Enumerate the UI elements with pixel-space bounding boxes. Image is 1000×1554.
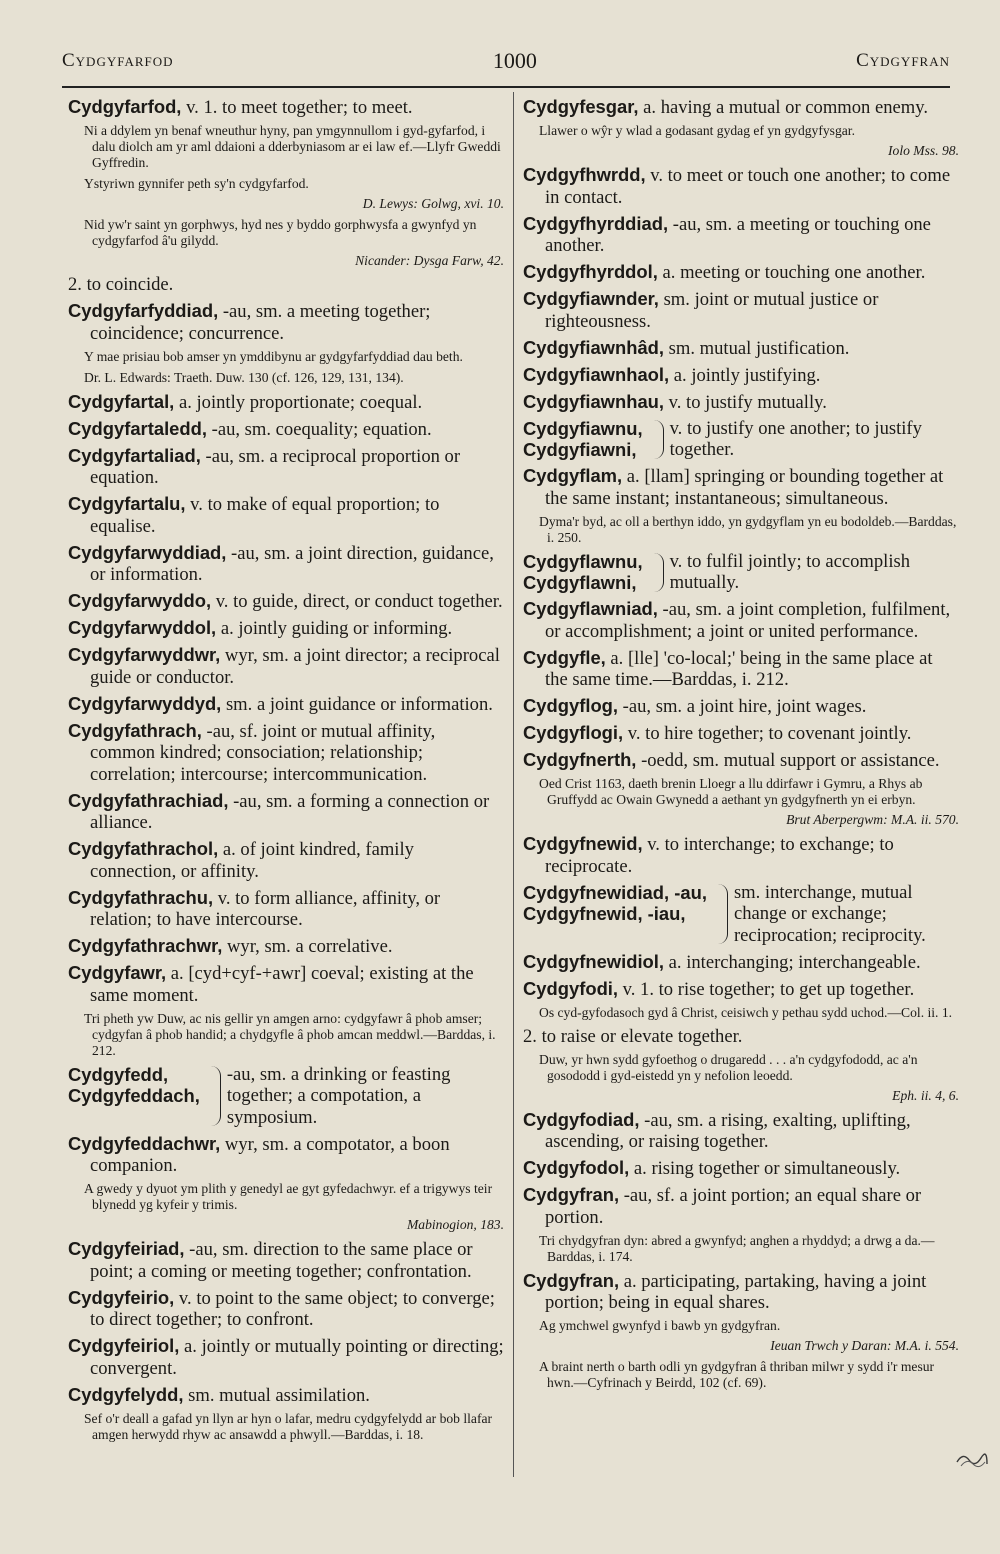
entry-headword: Cydgyfarfyddiad, — [68, 300, 219, 321]
entry-headword: Cydgyfarwyddo, — [68, 590, 212, 611]
entry-headword: Cydgyfarwyddwr, — [68, 644, 221, 665]
dictionary-entry — [68, 96, 504, 119]
entry-definition: a. rising together or simultaneously. — [629, 1158, 901, 1179]
dictionary-entry — [68, 720, 504, 786]
entry-headword: Cydgyfeirio, — [68, 1286, 175, 1308]
paired-dictionary-entry — [68, 1064, 504, 1129]
entry-headword: Cydgyfiawni, — [523, 439, 637, 460]
dictionary-entry — [523, 1109, 959, 1153]
entry-headword: Cydgyfartalu, — [68, 493, 186, 514]
paired-headwords — [523, 551, 643, 594]
citation-quote: Oed Crist 1163, daeth brenin Lloegr a llu ddirfawr i Gymru, a Rhys ab Gruffydd ac Owain Gwynedd a aethant yn gydgyfnerth yn ei erbyn. — [539, 776, 923, 807]
entry-definition: -au, sm. coequality; equation. — [206, 418, 432, 440]
entry-headword: Cydgyfartal, — [68, 390, 175, 412]
citation-quote: Nid yw'r saint yn gorphwys, hyd nes y byddo gorphwysfa a gwynfyd yn cydgyfarfod â'u gilydd. — [84, 217, 477, 248]
entry-definition: v. to point to the same object; to converge; to direct together; to confront. — [90, 1287, 495, 1330]
citation-quote: Dr. L. Edwards: Traeth. Duw. 130 (cf. 126, 129, 131, 134). — [84, 369, 404, 385]
citation-source: Mabinogion, 183. — [406, 1217, 504, 1232]
paired-headwords — [68, 1064, 200, 1129]
entry-headword: Cydgyfarwyddol, — [68, 617, 217, 638]
entry-headword: Cydgyfodiad, — [523, 1108, 640, 1130]
entry-definition: sm. a joint guidance or information. — [221, 693, 493, 715]
dictionary-entry — [68, 590, 504, 613]
dictionary-entry — [523, 749, 959, 772]
entry-headword: Cydgyfathrachu, — [68, 886, 214, 908]
dictionary-entry — [68, 445, 504, 489]
entry-headword: Cydgyfodol, — [523, 1157, 630, 1178]
dictionary-entry — [523, 337, 959, 360]
citation-source: Brut Aberpergwm: M.A. ii. 570. — [786, 812, 959, 827]
citation-source: D. Lewys: Golwg, xvi. 10. — [362, 196, 504, 211]
entry-headword: Cydgyfawr, — [68, 962, 167, 983]
dictionary-entry — [68, 838, 504, 882]
entry-definition: sm. joint or mutual justice or righteousness. — [545, 289, 879, 332]
entry-definition: -au, sm. direction to the same place or point; a coming or meeting together; confrontation. — [90, 1239, 473, 1282]
dictionary-entry — [68, 693, 504, 716]
entry-headword: Cydgyfartaledd, — [68, 417, 207, 439]
entry-definition: sm. interchange, mutual change or exchange; reciprocation; reciprocity. — [733, 881, 926, 946]
entry-definition: v. to hire together; to covenant jointly. — [623, 723, 912, 744]
dictionary-entry — [523, 96, 959, 119]
entry-definition: -au, sf. joint or mutual affinity, common kindred; consociation; relationship; correlation; intercourse; intercommunication. — [90, 720, 436, 785]
dictionary-entry — [523, 261, 959, 284]
dictionary-entry — [68, 790, 504, 834]
entry-headword: Cydgyfelydd, — [68, 1383, 184, 1405]
paired-dictionary-entry — [523, 418, 959, 461]
entry-headword: Cydgyfeiriad, — [68, 1238, 185, 1259]
entry-headword: Cydgyfarwyddiad, — [68, 541, 227, 563]
entry-definition: a. participating, partaking, having a joint portion; being in equal shares. — [545, 1270, 927, 1313]
dictionary-entry — [68, 1133, 504, 1177]
entry-definition: v. 1. to rise together; to get up together. — [618, 978, 915, 1000]
citation-quote: Sef o'r deall a gafad yn llyn ar hyn o lafar, medru cydgyfelydd ar bob llafar amgen herwydd rhyw ac ansawdd a phwyll.—Barddas, i. 18. — [84, 1410, 493, 1442]
entry-definition: sm. mutual justification. — [664, 337, 850, 359]
entry-definition: wyr, sm. a compotator, a boon companion. — [90, 1133, 450, 1176]
entry-definition: v. to justify one another; to justify together. — [669, 417, 922, 460]
entry-headword: Cydgyfodi, — [523, 977, 619, 999]
entry-headword: Cydgyfeddach, — [68, 1085, 200, 1106]
entry-headword: Cydgyfarwyddyd, — [68, 692, 222, 714]
entry-headword: Cydgyfhyrddol, — [523, 261, 658, 282]
entry-headword: Cydgyfathrachwr, — [68, 935, 223, 956]
citation-quote: Tri chydgyfran dyn: abred a gwynfyd; anghen a rhyddyd; a drwg a da.—Barddas, i. 174. — [539, 1232, 935, 1264]
dictionary-entry — [523, 1157, 959, 1180]
citation-quote: Ystyriwn gynnifer peth sy'n cydgyfarfod. — [84, 176, 309, 191]
entry-definition: -au, sm. a rising, exalting, uplifting, ascending, or raising together. — [545, 1109, 911, 1152]
entry-headword: Cydgyflam, — [523, 465, 623, 486]
citation-source: Ieuan Trwch y Daran: M.A. i. 554. — [770, 1338, 959, 1353]
dictionary-entry — [523, 213, 959, 257]
citation-quote: Os cyd-gyfodasoch gyd â Christ, ceisiwch y pethau sydd uchod.—Col. ii. 1. — [539, 1004, 953, 1020]
entry-headword: Cydgyfnewid, -iau, — [523, 903, 686, 924]
entry-headword: Cydgyflog, — [523, 695, 619, 716]
dictionary-entry — [523, 951, 959, 974]
right-running-headword: Cydgyfran — [856, 50, 950, 71]
entry-definition: -oedd, sm. mutual support or assistance. — [636, 750, 940, 771]
dictionary-entry — [68, 418, 504, 441]
entry-headword: Cydgyfarfod, — [68, 96, 182, 117]
dictionary-entry — [68, 300, 504, 344]
entry-headword: Cydgyfran, — [523, 1269, 620, 1291]
dictionary-entry — [523, 598, 959, 642]
entry-definition: a. [llam] springing or bounding together at the same instant; instantaneous; simultaneous. — [545, 466, 944, 509]
entry-definition: -au, sm. a joint direction, guidance, or information. — [90, 542, 494, 585]
dictionary-entry — [523, 465, 959, 509]
entry-headword: Cydgyfeddachwr, — [68, 1132, 221, 1154]
entry-headword: Cydgyfartaliad, — [68, 444, 201, 466]
dictionary-entry — [68, 1384, 504, 1407]
citation-source: Iolo Mss. 98. — [888, 143, 959, 158]
entry-headword: Cydgyfathrachol, — [68, 838, 219, 859]
citation-quote: A braint nerth o barth odli yn gydgyfran â thriban milwr y sydd i'r mesur hwn.—Cyfrinach y Beirdd, 102 (cf. 69). — [539, 1359, 935, 1390]
entry-definition: v. to interchange; to exchange; to reciprocate. — [545, 834, 894, 877]
dictionary-entry — [523, 722, 959, 745]
brace-mark — [713, 884, 728, 945]
entry-definition: -au, sm. a meeting together; coincidence; concurrence. — [90, 301, 431, 344]
dictionary-entry — [68, 391, 504, 414]
column-divider — [513, 92, 514, 1477]
entry-headword: Cydgyfnewid, — [523, 833, 643, 854]
paired-dictionary-entry — [523, 551, 959, 594]
citation-source: Eph. ii. 4, 6. — [892, 1087, 959, 1103]
entry-definition: wyr, sm. a joint director; a reciprocal guide or conductor. — [90, 645, 500, 688]
entry-headword: Cydgyfiawnhaol, — [523, 363, 670, 385]
citation-quote: Y mae prisiau bob amser yn ymddibynu ar gydgyfarfyddiad dau beth. — [84, 348, 463, 364]
entry-headword: Cydgyfnewidiad, -au, — [523, 881, 707, 903]
brace-mark — [649, 553, 664, 592]
citation-quote: A gwedy y dyuot ym plith y genedyl ae gyt gyfedachwyr. ef a trigywys teir blynedd yg kyfeir y trimis. — [84, 1181, 493, 1212]
dictionary-entry — [68, 935, 504, 958]
left-running-headword: Cydgyfarfod — [62, 50, 174, 71]
page-header — [62, 44, 950, 78]
header-rule — [62, 86, 950, 88]
dictionary-entry — [68, 617, 504, 640]
citation-quote: Llawer o wŷr y wlad a godasant gydag ef yn gydgyfysgar. — [539, 123, 855, 138]
citation-source: Nicander: Dysga Farw, 42. — [355, 253, 504, 268]
paired-dictionary-entry — [523, 882, 959, 947]
margin-mark — [955, 1448, 989, 1470]
entry-headword: Cydgyfnerth, — [523, 749, 637, 770]
paired-headwords — [523, 882, 707, 947]
entry-headword: Cydgyflogi, — [523, 722, 624, 743]
paired-headwords — [523, 418, 643, 461]
dictionary-entry — [523, 1184, 959, 1228]
entry-headword: Cydgyfhwrdd, — [523, 164, 646, 185]
dictionary-entry — [68, 493, 504, 537]
dictionary-entry — [68, 644, 504, 688]
entry-definition: a. jointly guiding or informing. — [216, 618, 453, 639]
entry-definition: -au, sf. a joint portion; an equal share or portion. — [545, 1185, 922, 1228]
entry-headword: Cydgyfnewidiol, — [523, 950, 665, 972]
page-number: 1000 — [492, 48, 537, 73]
entry-definition: a. [lle] 'co-local;' being in the same place at the same time.—Barddas, i. 212. — [545, 647, 933, 690]
citation-quote: Dyma'r byd, ac oll a berthyn iddo, yn gydgyflam yn eu bodoldeb.—Barddas, i. 250. — [539, 513, 957, 545]
entry-definition: -au, sm. a joint hire, joint wages. — [618, 696, 867, 717]
entry-headword: Cydgyfathrach, — [68, 719, 202, 741]
dictionary-entry — [523, 1270, 959, 1314]
dictionary-entry — [523, 164, 959, 208]
entry-definition: a. meeting or touching one another. — [657, 262, 926, 283]
entry-definition: a. [cyd+cyf-+awr] coeval; existing at the same moment. — [90, 963, 474, 1006]
entry-headword: Cydgyfiawnhâd, — [523, 336, 665, 358]
entry-headword: Cydgyfiawnder, — [523, 288, 659, 309]
sense-line: 2. to raise or elevate together. — [523, 1025, 743, 1047]
left-column — [68, 96, 504, 1448]
entry-definition: a. of joint kindred, family connection, or affinity. — [90, 839, 414, 882]
entry-definition: -au, sm. a drinking or feasting together; a compotation, a symposium. — [226, 1063, 451, 1128]
entry-headword: Cydgyfran, — [523, 1184, 620, 1205]
entry-definition: v. 1. to meet together; to meet. — [181, 97, 413, 118]
entry-headword: Cydgyflawni, — [523, 572, 637, 593]
citation-quote: Ag ymchwel gwynfyd i bawb yn gydgyfran. — [539, 1318, 781, 1333]
dictionary-entry — [68, 542, 504, 586]
entry-headword: Cydgyflawniad, — [523, 598, 658, 619]
entry-definition: v. to meet or touch one another; to come in contact. — [545, 165, 951, 208]
entry-definition: a. interchanging; interchangeable. — [664, 951, 921, 973]
brace-mark — [206, 1066, 221, 1127]
entry-definition: v. to guide, direct, or conduct together. — [211, 591, 503, 612]
brace-mark — [649, 420, 664, 459]
entry-definition: a. jointly justifying. — [669, 364, 821, 386]
entry-definition: a. jointly proportionate; coequal. — [174, 391, 423, 413]
entry-headword: Cydgyfathrachiad, — [68, 789, 229, 811]
dictionary-entry — [68, 962, 504, 1006]
entry-headword: Cydgyflawnu, — [523, 550, 643, 572]
dictionary-entry — [68, 1238, 504, 1282]
entry-definition: a. jointly or mutually pointing or directing; convergent. — [90, 1336, 504, 1379]
dictionary-entry — [68, 887, 504, 931]
citation-quote: Duw, yr hwn sydd gyfoethog o drugaredd . . . a'n cydgyfododd, ac a'n gosododd i gyd-eistedd yn y nefolion leoedd. — [539, 1051, 918, 1083]
dictionary-entry — [523, 647, 959, 691]
entry-definition: -au, sm. a joint completion, fulfilment, or accomplishment; a joint or united performance. — [545, 599, 951, 642]
entry-definition: a. having a mutual or common enemy. — [638, 97, 929, 118]
entry-definition: v. to fulfil jointly; to accomplish mutually. — [669, 550, 911, 593]
entry-headword: Cydgyfedd, — [68, 1063, 169, 1085]
right-column — [523, 96, 959, 1396]
entry-definition: -au, sm. a meeting or touching one another. — [545, 213, 931, 256]
dictionary-entry — [523, 978, 959, 1001]
entry-headword: Cydgyfiawnhau, — [523, 390, 665, 412]
dictionary-entry — [523, 288, 959, 332]
entry-definition: v. to form alliance, affinity, or relation; to have intercourse. — [90, 887, 441, 930]
entry-headword: Cydgyfesgar, — [523, 96, 639, 117]
entry-definition: v. to justify mutually. — [664, 391, 827, 413]
dictionary-entry — [523, 364, 959, 387]
entry-definition: -au, sm. a forming a connection or alliance. — [90, 790, 490, 833]
entry-definition: -au, sm. a reciprocal proportion or equation. — [90, 445, 461, 488]
citation-quote: Tri pheth yw Duw, ac nis gellir yn amgen arno: cydgyfawr â phob amser; cydgyfan â phob handid; a chydgyfle â phob amcan meddwl.—Barddas, i. 212. — [84, 1010, 496, 1058]
dictionary-entry — [523, 695, 959, 718]
entry-headword: Cydgyfiawnu, — [523, 417, 643, 439]
entry-headword: Cydgyfle, — [523, 646, 606, 668]
sense-line: 2. to coincide. — [68, 274, 174, 295]
entry-headword: Cydgyfeiriol, — [68, 1335, 180, 1356]
dictionary-entry — [68, 1335, 504, 1379]
entry-definition: sm. mutual assimilation. — [183, 1384, 370, 1406]
dictionary-entry — [523, 391, 959, 414]
entry-definition: wyr, sm. a correlative. — [222, 936, 393, 957]
citation-quote: Ni a ddylem yn benaf wneuthur hyny, pan ymgynnullom i gyd-gyfarfod, i dalu diolch am yr aml ddaioni a dderbyniasom ar ei law ef.—Llyfr Gweddi Gyffredin. — [84, 123, 501, 170]
entry-headword: Cydgyfhyrddiad, — [523, 212, 669, 234]
entry-definition: v. to make of equal proportion; to equalise. — [90, 494, 440, 537]
dictionary-entry — [523, 833, 959, 877]
dictionary-entry — [68, 1287, 504, 1331]
